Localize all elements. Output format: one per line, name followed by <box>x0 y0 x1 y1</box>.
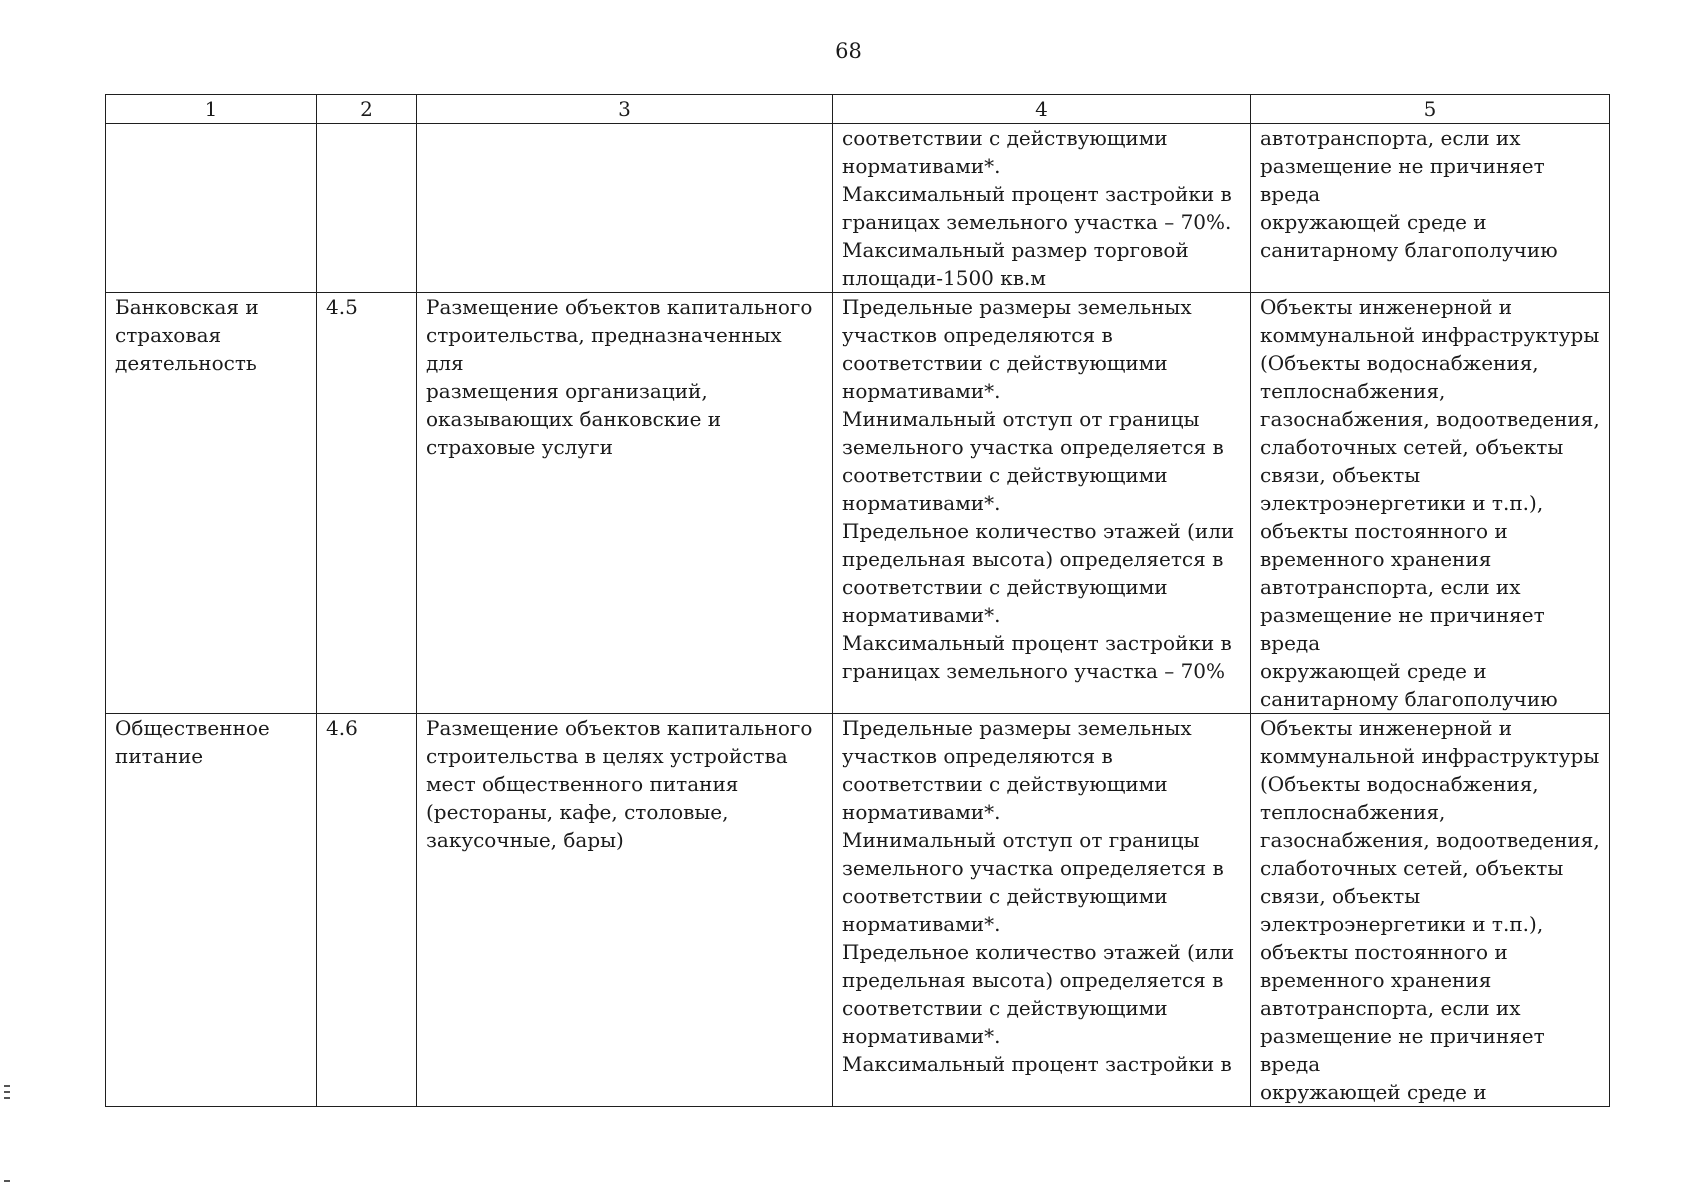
regulations-table <box>105 94 1610 1107</box>
cell-use-name <box>106 124 317 293</box>
scan-mark <box>4 1091 10 1093</box>
cell-use-description <box>417 124 833 293</box>
table-row <box>106 124 1610 293</box>
table-body <box>106 124 1610 1107</box>
cell-use-name: Общественное питание <box>106 714 317 1107</box>
scan-mark <box>4 1180 10 1182</box>
table-row <box>106 714 1610 1107</box>
cell-parameters: соответствии с действующими нормативами*. Максимальный процент застройки в границах земельного участка – 70%. Максимальный размер торговой площади-1500 кв.м <box>833 124 1251 293</box>
cell-auxiliary-uses: Объекты инженерной и коммунальной инфраструктуры (Объекты водоснабжения, теплоснабжения, газоснабжения, водоотведения, слаботочных сетей, объекты связи, объекты электроэнергетики и т.п.), объекты постоянного и временного хранения автотранспорта, если их размещение не причиняет вреда окружающей среде и санитарному благополучию <box>1251 293 1610 714</box>
page-number: 68 <box>835 39 862 63</box>
cell-use-name: Банковская и страховая деятельность <box>106 293 317 714</box>
cell-use-code <box>317 124 417 293</box>
cell-use-description: Размещение объектов капитального строительства в целях устройства мест общественного питания (рестораны, кафе, столовые, закусочные, бары) <box>417 714 833 1107</box>
scan-mark <box>4 1097 10 1099</box>
column-header-2: 2 <box>317 95 417 124</box>
column-header-5: 5 <box>1251 95 1610 124</box>
column-header-3: 3 <box>417 95 833 124</box>
cell-use-code: 4.5 <box>317 293 417 714</box>
cell-parameters: Предельные размеры земельных участков определяются в соответствии с действующими нормативами*. Минимальный отступ от границы земельного участка определяется в соответствии с действующими нормативами*. Предельное количество этажей (или предельная высота) определяется в соответствии с действующими нормативами*. Максимальный процент застройки в <box>833 714 1251 1107</box>
cell-use-code: 4.6 <box>317 714 417 1107</box>
scan-mark <box>4 1085 10 1087</box>
column-header-1: 1 <box>106 95 317 124</box>
table-row <box>106 293 1610 714</box>
cell-parameters: Предельные размеры земельных участков определяются в соответствии с действующими нормативами*. Минимальный отступ от границы земельного участка определяется в соответствии с действующими нормативами*. Предельное количество этажей (или предельная высота) определяется в соответствии с действующими нормативами*. Максимальный процент застройки в границах земельного участка – 70% <box>833 293 1251 714</box>
column-header-4: 4 <box>833 95 1251 124</box>
cell-auxiliary-uses: автотранспорта, если их размещение не причиняет вреда окружающей среде и санитарному благополучию <box>1251 124 1610 293</box>
cell-use-description: Размещение объектов капитального строительства, предназначенных для размещения организаций, оказывающих банковские и страховые услуги <box>417 293 833 714</box>
table-header <box>106 95 1610 124</box>
header-row <box>106 95 1610 124</box>
cell-auxiliary-uses: Объекты инженерной и коммунальной инфраструктуры (Объекты водоснабжения, теплоснабжения, газоснабжения, водоотведения, слаботочных сетей, объекты связи, объекты электроэнергетики и т.п.), объекты постоянного и временного хранения автотранспорта, если их размещение не причиняет вреда окружающей среде и <box>1251 714 1610 1107</box>
